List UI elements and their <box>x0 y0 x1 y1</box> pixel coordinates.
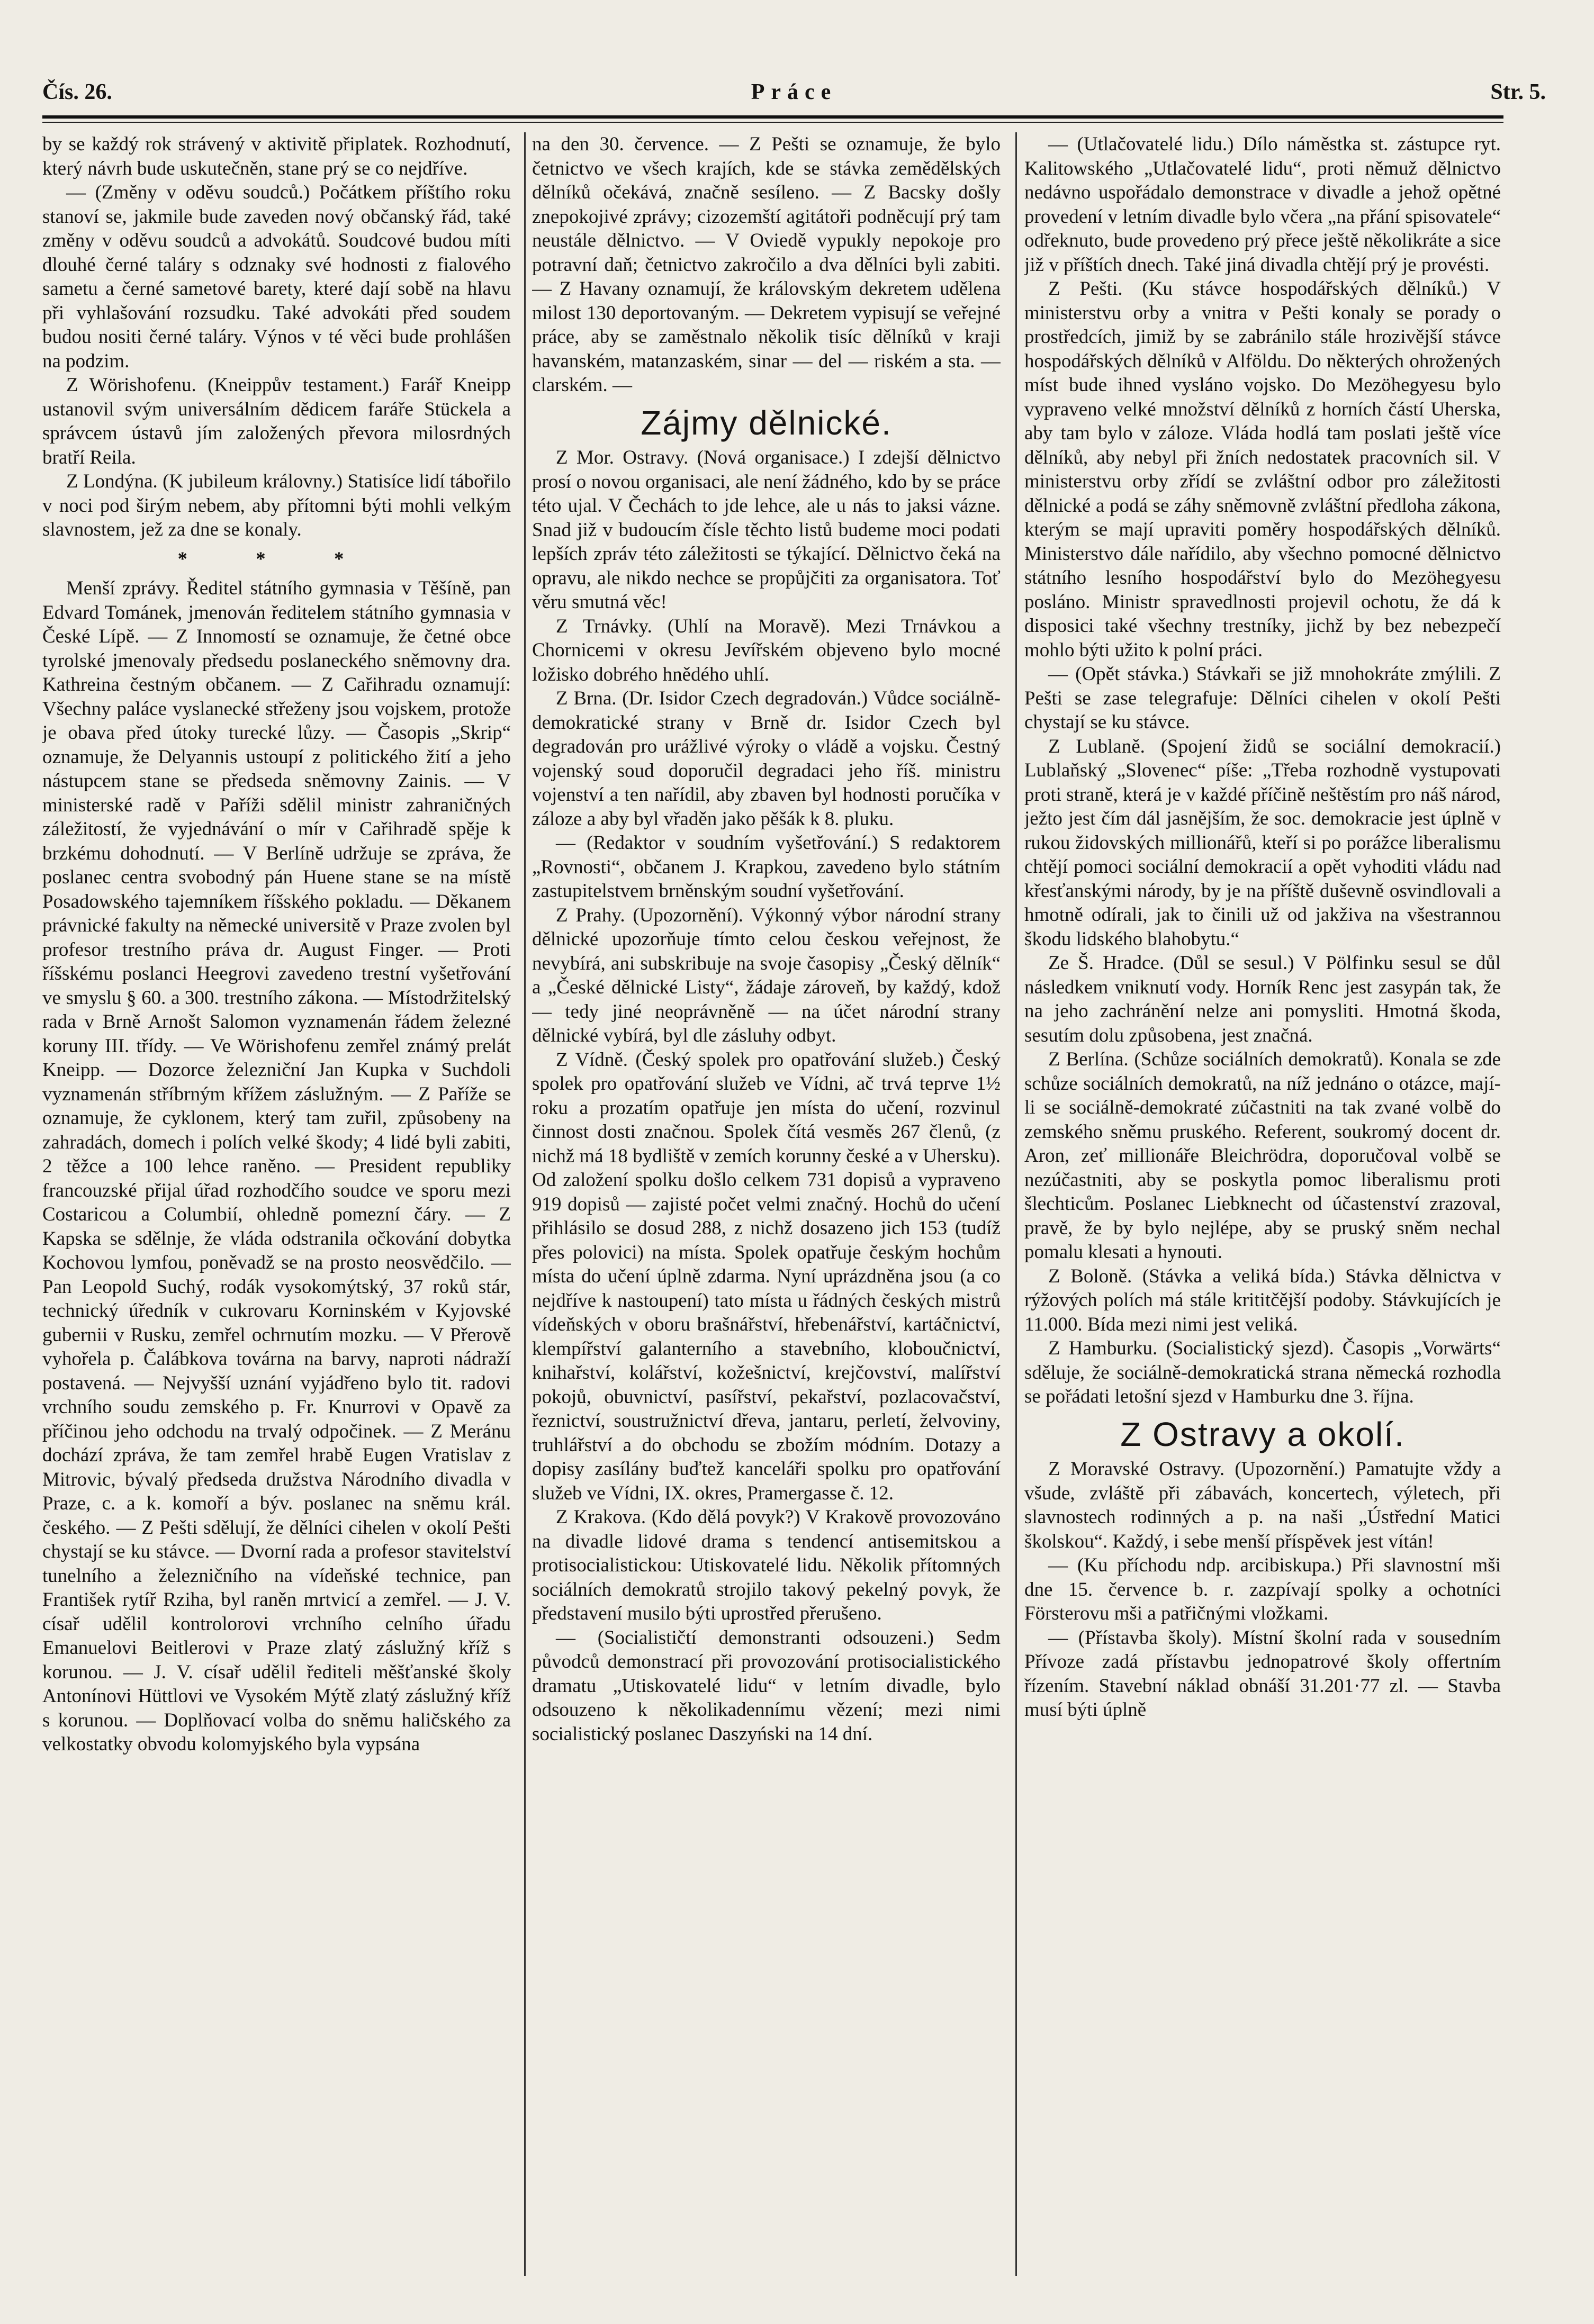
column-2 <box>532 132 1001 2281</box>
article-paragraph: Z Londýna. (K jubileum královny.) Statisíce lidí tábořilo v noci pod širým nebem, aby přítomni býti mohli velkým slavnostem, jež za dne se konaly. <box>42 471 511 540</box>
article-paragraph: Z Mor. Ostravy. (Nová organisace.) I zdejší dělnictvo prosí o novou organisaci, ale není žádného, kdo by se práce této ujal. V Čechách to jde lehce, ale u nás to jaksi vázne. Snad již v budoucím čísle těchto listů budeme moci podati lepších zpráv této záležitosti se týkající. Dělnictvo čeká na opravu, ale nikdo nechce se propůjčiti za organisatora. Toť věru smutná věc! <box>532 447 1001 613</box>
article-paragraph: Z Trnávky. (Uhlí na Moravě). Mezi Trnávkou a Chornicemi v okresu Jevířském objeveno bylo mocné ložisko dobrého hnědého uhlí. <box>532 615 1001 685</box>
page-header <box>42 79 1546 116</box>
article-paragraph: — (Utlačovatelé lidu.) Dílo náměstka st. zástupce ryt. Kalitowského „Utlačovatelé lidu“, proti němuž dělnictvo nedávno uspořádalo demonstrace v divadle a jehož opětné provedení v letním divadle bylo včera „na přání spisovatele“ odřeknuto, bude provedeno prý přece ještě několikráte a sice již v příštích dnech. Také jiná divadla chtějí prý je provésti. <box>1024 133 1501 276</box>
header-rule <box>42 115 1503 119</box>
issue-number: Čís. 26. <box>42 80 112 104</box>
article-paragraph: — (Ku příchodu ndp. arcibiskupa.) Při slavnostní mši dne 15. července b. r. zazpívají spolky a ochotníci Försterovu mši a patřičnými vložkami. <box>1024 1554 1501 1624</box>
page-number: Str. 5. <box>1490 80 1546 104</box>
column-divider <box>524 132 526 2276</box>
article-paragraph: Z Wörishofenu. (Kneippův testament.) Farář Kneipp ustanovil svým universálním dědicem faráře Stückela a správcem ústavů jím založených převora milosrdných bratří Reila. <box>42 374 511 468</box>
article-paragraph: Z Moravské Ostravy. (Upozornění.) Pamatujte vždy a všude, zvláště při zábavách, koncertech, výletech, při slavnostech rodinných a p. na naši „Ústřední Matici školskou“. Každý, i sebe menší příspěvek jest vítán! <box>1024 1458 1501 1552</box>
article-paragraph: Z Berlína. (Schůze sociálních demokratů). Konala se zde schůze sociálních demokratů, na níž jednáno o otázce, mají-li se sociálně-demokraté zúčastniti na tak zvané volbě do zemského sněmu pruského. Referent, soukromý docent dr. Aron, zeť millionáře Bleichrödra, doporučoval volbě se nezúčastniti, aby se poskytla pomoc liberalismu proti šlechticům. Poslanec Liebknecht od účastenství zrazoval, pravě, že by bylo nejlépe, aby se pruský sněm nechal pomalu klesati a hynouti. <box>1024 1048 1501 1263</box>
masthead-title: Práce <box>751 80 837 104</box>
article-paragraph: Z Brna. (Dr. Isidor Czech degradován.) Vůdce sociálně-demokratické strany v Brně dr. Isidor Czech byl degradován pro urážlivé výroky o vládě a vojsku. Čestný vojenský soud doporučil degradaci jeho říš. ministru vojenství a ten nařídil, aby zbaven byl hodnosti poručíka v záloze a aby byl vřaděn jako pěšák k 8. pluku. <box>532 688 1001 830</box>
article-paragraph: — (Socialističtí demonstranti odsouzeni.) Sedm původců demonstrací při provozování protisocialistického dramatu „Utiskovatelé lidu“ v letním divadle, bylo odsouzeno k několikadennímu vězení; mezi nimi socialistický poslanec Daszyński na 14 dní. <box>532 1626 1001 1745</box>
column-1 <box>42 132 511 2281</box>
article-paragraph: Z Prahy. (Upozornění). Výkonný výbor národní strany dělnické upozorňuje tímto celou českou veřejnost, že nevybírá, ani subskribuje na svoje časopisy „Český dělník“ a „České dělnické Listy“, žádaje zároveň, by každý, kdož — tedy jiné neoprávněně — na účet národní strany dělnické vybírá, byl dle zásluhy odbyt. <box>532 904 1001 1046</box>
section-heading-zajmy: Zájmy dělnické. <box>641 403 892 442</box>
column-divider <box>1015 132 1017 2276</box>
header-rule-thin <box>42 122 1503 123</box>
article-paragraph: Z Pešti. (Ku stávce hospodářských dělníků.) V ministerstvu orby a vnitra v Pešti konaly se porady o prostředcích, jimiž by se zabránilo stále hrozivější stávce hospodářských dělníků v Alföldu. Do některých ohrožených míst bude ihned vysláno vojsko. Do Mezöhegyesu bylo vypraveno velké množství dělníků z horních částí Uherska, aby tam bylo v záloze. Vláda hodlá tam poslati ještě více dělníků, aby nebyl při žních nedostatek pracovních sil. V ministerstvu orby zřídí se zvláštní odbor pro záležitosti dělnické a podá se záhy sněmovně zvláštní předloha zákona, kterým se mají upraviti poměry hospodářských dělníků. Ministerstvo dále nařídilo, aby všechno pomocné dělnictvo státního lesního hospodářství bylo do Mezöhegyesu posláno. Ministr spravedlnosti projevil ochotu, že dá k disposici také všechny trestníky, jichž by bez nebezpečí mohlo býti užito k polní práci. <box>1024 278 1501 661</box>
section-heading-ostravy: Z Ostravy a okolí. <box>1120 1415 1405 1453</box>
article-paragraph: — (Změny v oděvu soudců.) Počátkem příštího roku stanoví se, jakmile bude zaveden nový občanský řád, také změny v oděvu soudců a advokátů. Soudcové budou míti dlouhé černé taláry s odznaky své hodnosti z fialového sametu a černé sametové barety, které dají sobě na hlavu při vyhlašování rozsudku. Také advokáti před soudem budou nositi černé taláry. Výnos v té věci bude prohlášen na podzim. <box>42 182 511 372</box>
article-paragraph: Ze Š. Hradce. (Důl se sesul.) V Pölfinku sesul se důl následkem vniknutí vody. Horník Renc jest zasypán tak, že na jeho zachránění nelze ani pomysliti. Hmotná škoda, sesutím dolu způsobena, jest značná. <box>1024 952 1501 1046</box>
article-paragraph: — (Redaktor v soudním vyšetřování.) S redaktorem „Rovnosti“, občanem J. Krapkou, zavedeno bylo státním zastupitelstvem brněnským soudní vyšetřování. <box>532 832 1001 902</box>
article-paragraph: — (Přístavba školy). Místní školní rada v sousedním Přívoze zadá přístavbu jednopatrové školy offertním řízením. Stavební náklad obnáší 31.201·77 zl. — Stavba musí býti úplně <box>1024 1626 1501 1721</box>
article-paragraph: Z Lublaně. (Spojení židů se sociální demokracií.) Lublaňský „Slovenec“ píše: „Třeba rozhodně vystupovati proti straně, která je v každé příčině neštěstím pro náš národ, ježto jest čím dál jasnějším, že soc. demokracie jest úplně v rukou židovských millionářů, kteří si po porážce liberalismu chtějí pomoci sociální demokracií a opět vyhoditi vládu nad křesťanskými národy, by je na příště duševně osvindlovali a hmotně odírali, jak to činili už od jakživa na všestrannou škodu lidského blahobytu.“ <box>1024 735 1501 950</box>
article-paragraph: — (Opět stávka.) Stávkaři se již mnohokráte zmýlili. Z Pešti se zase telegrafuje: Dělníci cihelen v okolí Pešti chystají se ku stávce. <box>1024 663 1501 733</box>
article-paragraph: Menší zprávy. Ředitel státního gymnasia v Těšíně, pan Edvard Tománek, jmenován ředitelem státního gymnasia v České Lípě. — Z Innomostí se oznamuje, že četné obce tyrolské jmenovaly předsedu poslaneckého sněmovny dra. Kathreina čestným občanem. — Z Cařihradu oznamují: Všechny paláce vyslanecké střeženy jsou vojskem, protože je obava před útoky turecké lůzy. — Časopis „Skrip“ oznamuje, že Delyannis ustoupí z politického žití a jeho nástupcem stane se předseda sněmovny Zainis. — V ministerské radě v Paříži sdělil ministr zahraničných záležitostí, že vyjednávání o mír v Cařihradě spěje k brzkému dohodnutí. — V Berlíně udržuje se zpráva, že poslanec centra svobodný pán Huene stane se na místě Posadowského tajemníkem říšského pokladu. — Děkanem právnické fakulty na německé universitě v Praze zvolen byl profesor trestního práva dr. August Finger. — Proti říšskému poslanci Heegrovi zavedeno trestní vyšetřování ve smyslu § 60. a 300. trestního zákona. — Místodržitelský rada v Brně Arnošt Salomon vyznamenán řádem železné koruny III. třídy. — Ve Wörishofenu zemřel známý prelát Kneipp. — Dozorce železniční Jan Kupka v Suchdoli vyznamenán stříbrným křížem záslužným. — Z Paříže se oznamuje, že cyklonem, který tam zuřil, způsobeny na zahradách, domech i polích velké škody; 4 lidé byli zabiti, 2 těžce a 100 lehce raněno. — President republiky francouzské přijal úřad rozhodčího soudce ve sporu mezi Costaricou a Columbií, ohledně pomezní čáry. — Z Kapska se sdělnje, že vláda odstranila očkování dobytka Kochovou lymfou, poněvadž se na prosto neosvědčilo. — Pan Leopold Suchý, rodák vysokomýtský, 37 roků stár, technický úředník v cukrovaru Korninském v Kyjovské gubernii v Rusku, zemřel ochrnutím mozku. — V Přerově vyhořela p. Čalábkova továrna na barvy, naproti nádraží postavená. — Nejvyšší uznání vyjádřeno bylo tit. radovi vrchního soudu zemského p. Fr. Knurrovi v Opavě za příčinou jeho odchodu na trvalý odpočinek. — Z Meránu dochází zpráva, že tam zemřel hrabě Eugen Vratislav z Mitrovic, bývalý předseda družstva Národního divadla v Praze, c. a k. komoří a býv. poslanec na sněmu král. českého. — Z Pešti sdělují, že dělníci cihelen v okolí Pešti chystají se ku stávce. — Dvorní rada a profesor stavitelství tunelního a železničního na vídeňské technice, pan František rytíř Rziha, byl raněn mrtvicí a zemřel. — J. V. císař udělil kontrolorovi vrchního celního úřadu Emanuelovi Beitlerovi v Praze zlatý záslužný kříž s korunou. — J. V. císař udělil řediteli měšťanské školy Antonínovi Hüttlovi ve Vysokém Mýtě zlatý záslužný kříž s korunou. — Doplňovací volba do sněmu haličského za velkostatky obvodu kolomyjského byla vypsána <box>42 577 511 1755</box>
article-paragraph: Z Krakova. (Kdo dělá povyk?) V Krakově provozováno na divadle lidové drama s tendencí antisemitskou a protisocialistickou: Utiskovatelé lidu. Několik přítomných sociálních demokratů strojilo takový pekelný povyk, že představení musilo býti uprostřed přerušeno. <box>532 1506 1001 1624</box>
section-separator: * * * <box>177 548 376 570</box>
article-paragraph: Z Vídně. (Český spolek pro opatřování služeb.) Český spolek pro opatřování služeb ve Vídni, ač trvá teprve 1½ roku a prozatím opatřuje jen místa do učení, rozvinul činnost dosti značnou. Spolek čítá vesměs 267 členů, (z nichž má 18 bydliště v zemích korunny české a v Uhersku). Od založení spolku došlo celkem 731 dopisů a vypraveno 919 dopisů — zajisté počet velmi značný. Hochů do učení přihlásilo se dosud 288, z nichž dosazeno jich 153 (tudíž přes polovici) na místa. Spolek opatřuje českým hochům místa do učení úplně zdarma. Nyní uprázdněna jsou (a co nejdříve k nastoupení) tato místa u řádných českých mistrů vídeňských v oboru brašnářství, hřebenářství, kartáčnictví, klempířství galanterního a stavebního, kloboučnictví, knihařství, kolářství, kožešnictví, krejčovství, malířství pokojů, obuvnictví, pasířství, pekařství, pozlacovačství, řeznictví, soustružnictví dřeva, jantaru, perletí, želvoviny, truhlářství a do obchodu se zbožím módním. Dotazy a dopisy zasílány buďtež kanceláři spolku pro opatřování služeb ve Vídni, IX. okres, Pramergasse č. 12. <box>532 1048 1001 1504</box>
article-paragraph: Z Boloně. (Stávka a veliká bída.) Stávka dělnictva v rýžových polích má stále krititčější podoby. Stávkujících je 11.000. Bída mezi nimi jest veliká. <box>1024 1265 1501 1335</box>
article-paragraph: na den 30. července. — Z Pešti se oznamuje, že bylo četnictvo ve všech krajích, kde se stávka zemědělských dělníků očekává, značně sesíleno. — Z Bacsky došly znepokojivé zprávy; cizozemští agitátoři podněcují prý tam neustále dělnictvo. — V Oviedě vypukly nepokoje pro potravní daň; četnictvo zakročilo a dva dělníci byli zabiti. — Z Havany oznamují, že královským dekretem udělena milost 130 deportovaným. — Dekretem vypisují se veřejné práce, aby se zaměstnalo několik tisíc dělníků v kraji havanském, matanzaském, sinar — del — riském a sta. — clarském. — <box>532 133 1001 396</box>
column-3 <box>1024 132 1501 2281</box>
article-paragraph: Z Hamburku. (Socialistický sjezd). Časopis „Vorwärts“ sděluje, že sociálně-demokratická strana německá rozhodla se pořádati letošní sjezd v Hamburku dne 3. října. <box>1024 1337 1501 1407</box>
article-paragraph: by se každý rok strávený v aktivitě připlatek. Rozhodnutí, který návrh bude uskutečněn, stane prý se co nejdříve. <box>42 133 511 179</box>
